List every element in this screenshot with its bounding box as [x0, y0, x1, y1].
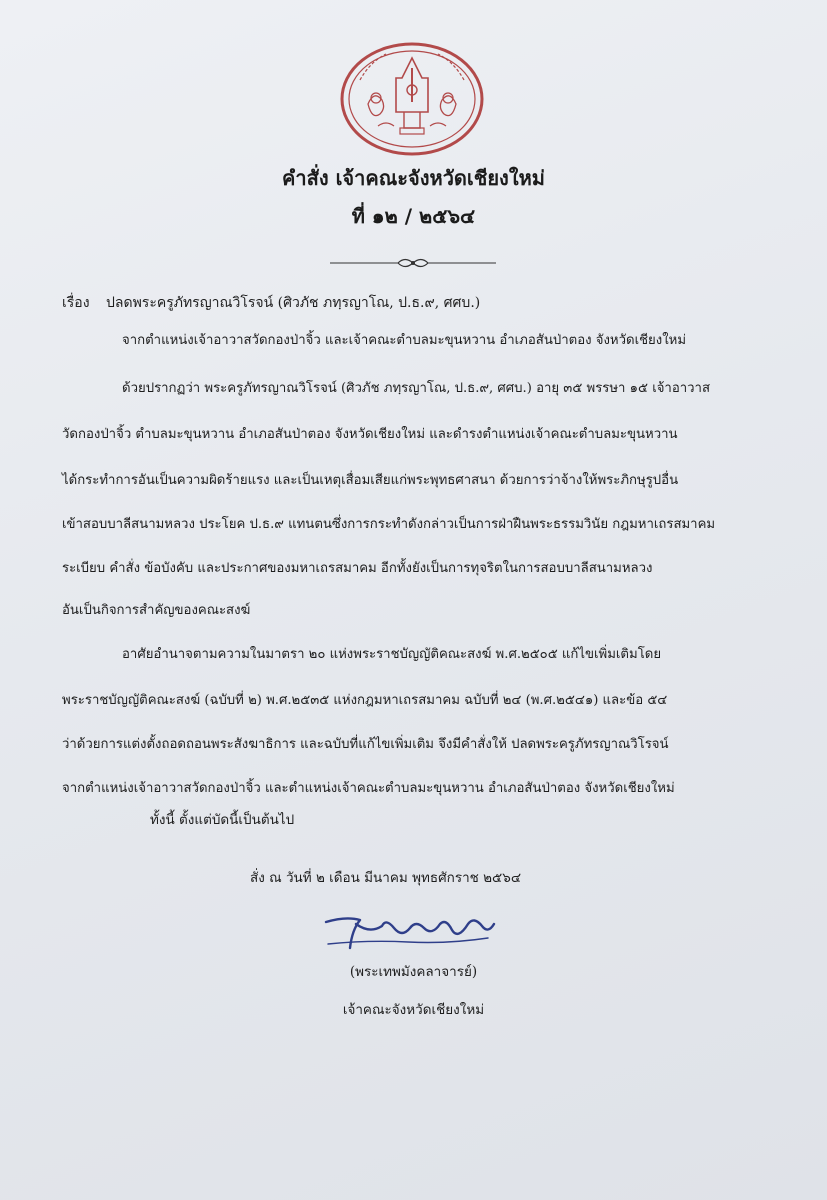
effective-clause: ทั้งนี้ ตั้งแต่บัดนี้เป็นต้นไป — [150, 812, 295, 828]
monastic-seal-emblem — [338, 40, 486, 158]
body-line: จากตำแหน่งเจ้าอาวาสวัดกองป่าจิ้ว และเจ้าคณะตำบลมะขุนหวาน อำเภอสันป่าตอง จังหวัดเชียงใหม่ — [122, 333, 687, 348]
body-line: จากตำแหน่งเจ้าอาวาสวัดกองป่าจิ้ว และตำแหน่งเจ้าคณะตำบลมะขุนหวาน อำเภอสันป่าตอง จังหวัดเชียงใหม่ — [62, 781, 675, 796]
order-number: ที่ ๑๒ / ๒๕๖๔ — [351, 204, 476, 228]
signatory-position: เจ้าคณะจังหวัดเชียงใหม่ — [342, 1002, 485, 1018]
body-line: ได้กระทำการอันเป็นความผิดร้ายแรง และเป็นเหตุเสื่อมเสียแก่พระพุทธศาสนา ด้วยการว่าจ้างให้พระภิกษุรูปอื่น — [62, 473, 679, 488]
body-line: ระเบียบ คำสั่ง ข้อบังคับ และประกาศของมหาเถรสมาคม อีกทั้งยังเป็นการทุจริตในการสอบบาลีสนามหลวง — [62, 561, 653, 576]
signatory-name: (พระเทพมังคลาจารย์) — [349, 964, 478, 980]
handwritten-signature — [316, 908, 506, 956]
subject-label: เรื่อง — [62, 295, 90, 311]
body-line: วัดกองป่าจิ้ว ตำบลมะขุนหวาน อำเภอสันป่าตอง จังหวัดเชียงใหม่ และดำรงตำแหน่งเจ้าคณะตำบลมะขุนหวาน — [62, 427, 678, 442]
body-line: เข้าสอบบาลีสนามหลวง ประโยค ป.ธ.๙ แทนตนซึ่งการกระทำดังกล่าวเป็นการฝ่าฝืนพระธรรมวินัย กฎมหาเถรสมาคม — [62, 517, 716, 532]
issue-date: สั่ง ณ วันที่ ๒ เดือน มีนาคม พุทธศักราช ๒๕๖๔ — [250, 870, 522, 886]
body-line: อาศัยอำนาจตามความในมาตรา ๒๐ แห่งพระราชบัญญัติคณะสงฆ์ พ.ศ.๒๕๐๕ แก้ไขเพิ่มเติมโดย — [122, 647, 662, 662]
subject-line — [62, 292, 480, 314]
body-line: พระราชบัญญัติคณะสงฆ์ (ฉบับที่ ๒) พ.ศ.๒๕๓๕ แห่งกฎมหาเถรสมาคม ฉบับที่ ๒๔ (พ.ศ.๒๕๔๑) และข้อ ๕๔ — [62, 693, 668, 708]
subject-text: ปลดพระครูภัทรญาณวิโรจน์ (ศิวภัช ภทฺรญาโณ, ป.ธ.๙, ศศบ.) — [106, 295, 481, 311]
order-title: คำสั่ง เจ้าคณะจังหวัดเชียงใหม่ — [282, 166, 545, 190]
ornament-divider — [328, 256, 498, 270]
body-line: ด้วยปรากฏว่า พระครูภัทรญาณวิโรจน์ (ศิวภัช ภทฺรญาโณ, ป.ธ.๙, ศศบ.) อายุ ๓๕ พรรษา ๑๕ เจ้าอาวาส — [122, 381, 711, 396]
body-line: อันเป็นกิจการสำคัญของคณะสงฆ์ — [62, 603, 251, 618]
body-line: ว่าด้วยการแต่งตั้งถอดถอนพระสังฆาธิการ และฉบับที่แก้ไขเพิ่มเติม จึงมีคำสั่งให้ ปลดพระครูภัทรญาณวิโรจน์ — [62, 737, 669, 752]
